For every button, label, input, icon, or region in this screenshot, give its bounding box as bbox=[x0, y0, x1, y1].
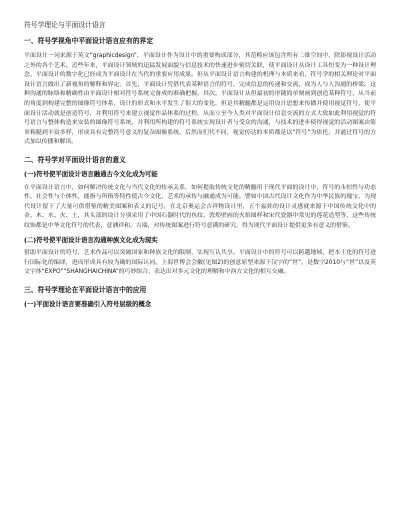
section-2-2-heading: (二)符号使平面设计语言沟通种族文化成为现实 bbox=[24, 235, 158, 244]
section-2-2-paragraph: 借助平面设计的符号，艺术作品可以突破国家和种族文化的限制，实现互认共享。平面设计中的符号可以跨越地域，把本土化的符号进行国际化的编译，进而形成具有较为确的国际认同。上海世博会会徽(见图2)的创意原型来源于汉字的“世”，是数字2010与“世”以及英文字体“EXPO”“SHANGHAICHINA”的巧妙组合，表达出对多元文化的理解和中西方文化的相互交融。 bbox=[24, 249, 376, 276]
document-title: 符号学理论与平面设计语言 bbox=[24, 21, 106, 29]
section-3-1-heading: (一)平面设计语言要准确引入符号层级的概念 bbox=[24, 299, 152, 308]
section-2-1-heading: (一)符号使平面设计语言融通古今文化成为可能 bbox=[24, 169, 158, 178]
section-2-1-paragraph: 在平面设计语言中，如何解决传统文化与当代文化的传承关系，如何提取传统文化的精髓用于现代平面的设计中，符号的永恒性与功态性，社会性与个体性，能指与所指等特性使古今文化，艺术的承传与融通成为可能。譬如中国古代设计文化作为中华民族的瑰宝，为现代设计留下了大量可供借鉴的精美图案和表义的记号，在北京奥运会吉祥物设计里，五个福娃的设计灵感就来源于中国传统文化中的金、木、水、火、土，其头部的设计分别采用了中国石器时代的鱼纹、敦煌壁画的火焰图样和宋代瓷器中常见的莲花造型等，这些传统纹饰都是中华文化符号的代表，意涵祥和，吉瑞，对传统图案进行符号意满的研究，得为现代平面设计提供更多有意义的借鉴。 bbox=[24, 183, 376, 229]
section-3-heading: 三、符号学理论在平面设计语言中的应用 bbox=[24, 285, 147, 294]
section-2-heading: 二、符号学对平面设计语言的意义 bbox=[24, 155, 126, 164]
document-page bbox=[24, 20, 376, 510]
section-1-paragraph: 平面设计一词来源于英文“graphicdesign”，平面设计作为设计中的重要构成部分，其范畴应该包含所有二维空间中，除影视设计活动之外的各个艺术。近些年来，平面设计领域的迅猛发展面貌与信息技术的快速进步密切关联，使平面设计从设计工具恒变为一种设计理念，平面设计的数字化已经成为平面设计在当代的重要应用成果。但从平面设计语言构建的机理与本质来看，符号学的相关理论对平面设计语言做出了新视角的解释和界定。首先，平面设计凭借代表某种语言的符号，完成信息的传递和交流，成为人与人沟通的桥梁。这种沟通的脉络和精确性由平面设计相对符号系统完备成的准确把握。其次，平面设计从但最初的形随简单刻画到创造某种符号，从当前的角度到构建完整的图像符号体系，设计的形式和水平发生了很大的变化，但是其精髓都是运用设计思想来传播并使用视觉符号，使平面设计活动就是创造符号，并利用符号来建立视觉作品体系的过程，从而立至今人类对平面设计信息交流的方式大致如此利用视觉的符号语言与整体构造来安装的图像符号系统，并利用所构建的符号系统实现设计者与受众的沟通，与技术的进步使得视觉的活动图案由简单粗糙到丰富多样，形成具有完整符号意义的复杂图像系统。后然而们代不同，视觉传达的本质都是以“符号”为依托，并通过符号的方式加以传播和解读。 bbox=[24, 52, 376, 146]
section-1-heading: 一、符号学视角中平面设计语言应有的界定 bbox=[24, 37, 154, 45]
